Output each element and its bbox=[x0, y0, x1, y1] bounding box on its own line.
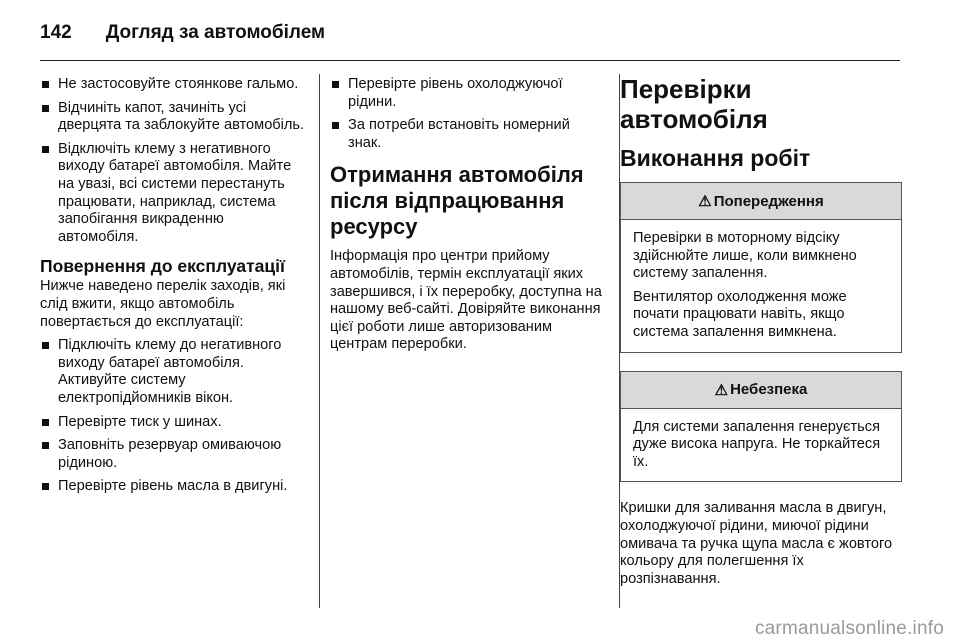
list-item: Заповніть резервуар омиваючою рідиною. bbox=[40, 437, 308, 472]
header-divider bbox=[40, 60, 900, 61]
filler-caps-paragraph: Кришки для заливання масла в двигун, охолоджуючої рідини, миючої рідини омивача та ручка щупа масла є жовтого кольору для полегшення їх розпізнавання. bbox=[620, 500, 893, 587]
warning-box-title: Попередження bbox=[713, 192, 824, 210]
performing-work-subtitle: Виконання робіт bbox=[620, 145, 811, 171]
warning-box bbox=[620, 182, 902, 353]
warning-triangle-icon: ⚠ bbox=[698, 193, 712, 210]
warning-box-body bbox=[621, 220, 901, 352]
return-steps-list bbox=[40, 337, 308, 496]
section-title: Догляд за автомобілем bbox=[105, 22, 326, 43]
warning-paragraph: Перевірки в моторному відсіку здійснюйте лише, коли вимкнено систему запалення. bbox=[633, 230, 857, 282]
end-of-life-heading: Отримання автомобіля після відпрацювання ресурсу bbox=[330, 162, 584, 240]
column-divider-1 bbox=[319, 74, 320, 608]
danger-box-title: Небезпека bbox=[730, 381, 808, 399]
continued-steps-list bbox=[330, 76, 605, 152]
warning-triangle-icon: ⚠ bbox=[714, 381, 729, 399]
list-item: Перевірте рівень охолоджуючої рідини. bbox=[330, 76, 605, 111]
danger-box-header bbox=[621, 372, 901, 409]
danger-box bbox=[620, 371, 902, 483]
column-1 bbox=[40, 76, 308, 502]
list-item: Не застосовуйте стоянкове гальмо. bbox=[40, 76, 308, 94]
list-item: Перевірте рівень масла в двигуні. bbox=[40, 478, 308, 496]
list-item: Відключіть клему з негативного виходу батареї автомобіля. Майте на увазі, всі системи перестануть працювати, наприклад, система запобігання викраденню автомобіля. bbox=[40, 141, 308, 247]
list-item: Підключіть клему до негативного виходу батареї автомобіля. Активуйте систему електропідйомників вікон. bbox=[40, 337, 308, 407]
list-item: За потреби встановіть номерний знак. bbox=[330, 117, 605, 152]
page-number: 142 bbox=[40, 22, 72, 43]
end-of-life-paragraph: Інформація про центри прийому автомобілів, термін експлуатації яких завершився, і їх переробку, доступна на нашому веб-сайті. Довіряйте виконання цієї роботи лише авторизованим центрам переробки. bbox=[330, 248, 602, 353]
column-2 bbox=[330, 76, 605, 360]
storage-steps-list bbox=[40, 76, 308, 246]
return-to-service-heading: Повернення до експлуатації bbox=[40, 256, 285, 277]
danger-box-body bbox=[621, 409, 901, 482]
warning-box-header bbox=[621, 183, 901, 220]
column-3 bbox=[620, 76, 902, 594]
list-item: Перевірте тиск у шинах. bbox=[40, 414, 308, 432]
warning-paragraph: Вентилятор охолодження може почати працювати навіть, якщо система запалення вимкнена. bbox=[633, 288, 847, 340]
list-item: Відчиніть капот, зачиніть усі дверцята та заблокуйте автомобіль. bbox=[40, 100, 308, 135]
return-to-service-intro: Нижче наведено перелік заходів, які слід вжити, якщо автомобіль повертається до експлуатації: bbox=[40, 278, 286, 330]
danger-paragraph: Для системи запалення генерується дуже висока напруга. Не торкайтеся їх. bbox=[633, 418, 881, 470]
vehicle-checks-title: Перевірки автомобіля bbox=[620, 74, 768, 134]
watermark-link[interactable]: carmanualsonline.info bbox=[754, 618, 944, 639]
page-header bbox=[40, 16, 325, 50]
